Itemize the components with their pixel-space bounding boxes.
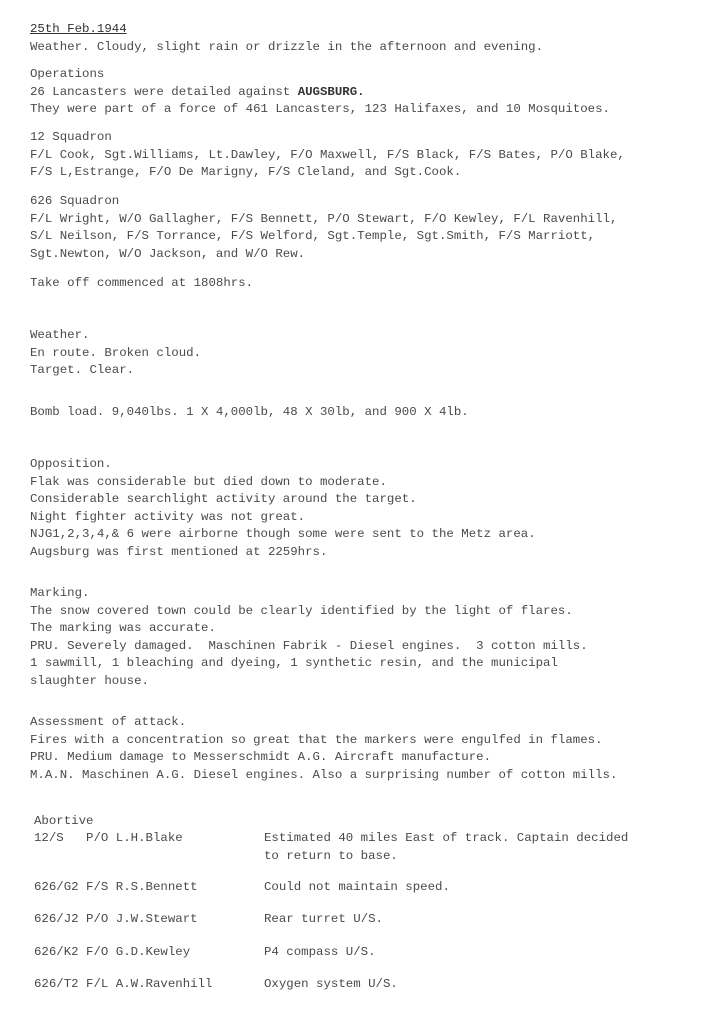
force-line: They were part of a force of 461 Lancasters, 123 Halifaxes, and 10 Mosquitoes. [30,102,610,116]
operations-block [30,66,690,119]
header-block [30,21,690,56]
marking-block [30,585,690,690]
abortive-reason-line: to return to base. [264,848,398,863]
assessment-line: Fires with a concentration so great that the markers were engulfed in flames. [30,732,603,747]
abortive-reason [264,944,684,962]
abortive-reason-line: P4 compass U/S. [264,945,376,959]
marking-line: 1 sawmill, 1 bleaching and dyeing, 1 synthetic resin, and the municipal [30,656,558,670]
opposition-line: Considerable searchlight activity around the target. [30,492,417,506]
target-name: AUGSBURG. [297,84,365,99]
marking-heading: Marking. [30,586,90,600]
marking-line: The snow covered town could be clearly identified by the light of flares. [30,603,573,618]
abortive-aircraft-crew: 626/J2 P/O J.W.Stewart [34,912,198,926]
abortive-reason-line: Estimated 40 miles East of track. Captain decided [264,831,629,845]
opposition-line: Augsburg was first mentioned at 2259hrs. [30,544,328,559]
abortive-reason-line: Oxygen system U/S. [264,977,398,991]
takeoff-line: Take off commenced at 1808hrs. [30,276,254,290]
weather-route-line: Target. Clear. [30,363,135,377]
opposition-block [30,456,690,561]
marking-line: PRU. Severely damaged. Maschinen Fabrik - Diesel engines. 3 cotton mills. [30,638,588,653]
opposition-line: Flak was considerable but died down to moderate. [30,474,387,489]
weather-route-line: En route. Broken cloud. [30,345,202,360]
crew-line: F/S L,Estrange, F/O De Marigny, F/S Cleland, and Sgt.Cook. [30,165,462,179]
takeoff-block [30,275,690,293]
weather-route-block [30,327,690,380]
abortive-heading: Abortive [34,814,94,828]
squadron-626-heading: 626 Squadron [30,194,120,208]
abortive-heading-block [34,813,694,831]
crew-line: F/L Wright, W/O Gallagher, F/S Bennett, P/O Stewart, F/O Kewley, F/L Ravenhill, [30,211,618,226]
assessment-block [30,714,690,784]
operations-heading: Operations [30,67,105,81]
assessment-heading: Assessment of attack. [30,715,187,729]
marking-line: slaughter house. [30,673,149,688]
squadron-626-block [30,193,690,263]
assessment-line: M.A.N. Maschinen A.G. Diesel engines. Also a surprising number of cotton mills. [30,767,618,782]
crew-line: S/L Neilson, F/S Torrance, F/S Welford, Sgt.Temple, Sgt.Smith, F/S Marriott, [30,229,596,243]
abortive-reason-line: Could not maintain speed. [264,880,450,894]
abortive-reason [264,830,684,865]
opposition-line: NJG1,2,3,4,& 6 were airborne though some were sent to the Metz area. [30,527,536,541]
abortive-aircraft-crew: 626/G2 F/S R.S.Bennett [34,880,198,894]
marking-line: The marking was accurate. [30,621,216,635]
operations-detail-line [30,84,690,102]
abortive-reason-line: Rear turret U/S. [264,912,383,926]
assessment-line: PRU. Medium damage to Messerschmidt A.G. Aircraft manufacture. [30,750,492,764]
squadron-12-heading: 12 Squadron [30,130,112,144]
opposition-heading: Opposition. [30,457,112,471]
abortive-reason [264,976,684,994]
crew-line: F/L Cook, Sgt.Williams, Lt.Dawley, F/O Maxwell, F/S Black, F/S Bates, P/O Blake, [30,147,625,162]
abortive-aircraft-crew: 626/K2 F/O G.D.Kewley [34,945,191,959]
weather-line: Weather. Cloudy, slight rain or drizzle in the afternoon and evening. [30,39,544,54]
bombload-line: Bomb load. 9,040lbs. 1 X 4,000lb, 48 X 30lb, and 900 X 4lb. [30,405,469,419]
crew-line: Sgt.Newton, W/O Jackson, and W/O Rew. [30,246,306,261]
abortive-reason [264,911,684,929]
opposition-line: Night fighter activity was not great. [30,509,306,524]
squadron-12-block [30,129,690,182]
document-date: 25th Feb.1944 [30,22,127,36]
bombload-block [30,404,690,422]
abortive-aircraft-crew: 12/S P/O L.H.Blake [34,831,183,845]
weather-route-heading: Weather. [30,328,90,342]
operations-detail-prefix: 26 Lancasters were detailed against [30,84,298,99]
abortive-aircraft-crew: 626/T2 F/L A.W.Ravenhill [34,977,213,991]
abortive-reason [264,879,684,897]
